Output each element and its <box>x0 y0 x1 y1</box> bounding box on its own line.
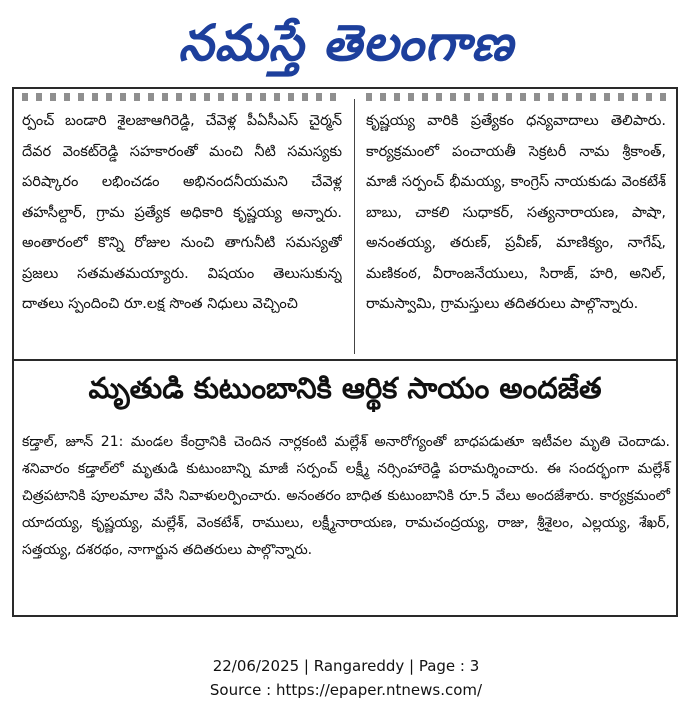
column-divider <box>354 99 355 354</box>
edition-info: 22/06/2025 | Rangareddy | Page : 3 <box>212 657 480 675</box>
top-article-right-text: కృష్ణయ్య వారికి ప్రత్యేకం ధన్యవాదాలు తెలిపారు. కార్యక్రమంలో పంచాయతీ సెక్రటరీ నామ శ్రీకాంత్, మాజీ సర్పంచ్ భీమయ్య, కాంగ్రెస్ నాయకుడు వెంకటేశ్ బాబు, చాకలి సుధాకర్, సత్యనారాయణ, పాషా, అనంతయ్య, తరుణ్, ప్రవీణ్, మాణిక్యం, నాగేష్, మణికంఠ, వీరాంజనేయులు, సిరాజ్, హరి, అనిల్, రామస్వామి, గ్రామస్తులు తదితరులు పాల్గొన్నారు. <box>366 113 666 312</box>
masthead <box>0 0 692 86</box>
page-footer <box>0 654 692 702</box>
top-article <box>14 89 676 361</box>
top-article-left-text: ర్పంచ్ బండారి శైలజాఆగిరెడ్డి, చేవెళ్ల పీఏసీఎస్ చైర్మన్ దేవర వెంకట్‌రెడ్డి సహకారంతో మంచి నీటి సమస్యకు పరిష్కారం లభించడం అభినందనీయమని చేవెళ్ల తహసీల్దార్, గ్రామ ప్రత్యేక అధికారి కృష్ణయ్య అన్నారు. అంతారంలో కొన్ని రోజుల నుంచి తాగునీటి సమస్యతో ప్రజలు సతమతమయ్యారు. విషయం తెలుసుకున్న దాతలు స్పందించి రూ.లక్ష సొంత నిధులు వెచ్చించి <box>22 113 342 312</box>
article-headline: మృతుడి కుటుంబానికి ఆర్థిక సాయం అందజేత <box>88 371 602 405</box>
article-body <box>22 429 670 564</box>
news-clipping <box>12 87 678 617</box>
top-article-left-column <box>22 89 342 359</box>
clipped-text-edge <box>22 93 342 101</box>
clipped-text-edge <box>366 93 666 101</box>
source-link[interactable]: Source : https://epaper.ntnews.com/ <box>209 681 483 699</box>
top-article-right-column <box>366 89 666 359</box>
article-body-text: కడ్తాల్, జూన్ 21: మండల కేంద్రానికి చెందిన నార్లకంటి మల్లేశ్ అనారోగ్యంతో బాధపడుతూ ఇటీవల మృతి చెందాడు. శనివారం కడ్తాల్‌లో మృతుడి కుటుంబాన్ని మాజీ సర్పంచ్ లక్ష్మీ నర్సింహారెడ్డి పరామర్శించారు. ఈ సందర్భంగా మల్లేశ్ చిత్రపటానికి పూలమాల వేసి నివాళులర్పించారు. అనంతరం బాధిత కుటుంబానికి రూ.5 వేలు అందజేశారు. కార్యక్రమంలో యాదయ్య, కృష్ణయ్య, మల్లేశ్, వెంకటేశ్, రాములు, లక్ష్మీనారాయణ, రామచంద్రయ్య, రాజు, శ్రీశైలం, ఎల్లయ్య, శేఖర్, సత్తయ్య, దశరథం, నాగార్జున తదితరులు పాల్గొన్నారు. <box>22 434 670 558</box>
newspaper-logo: నమస్తే తెలంగాణ <box>178 13 514 72</box>
